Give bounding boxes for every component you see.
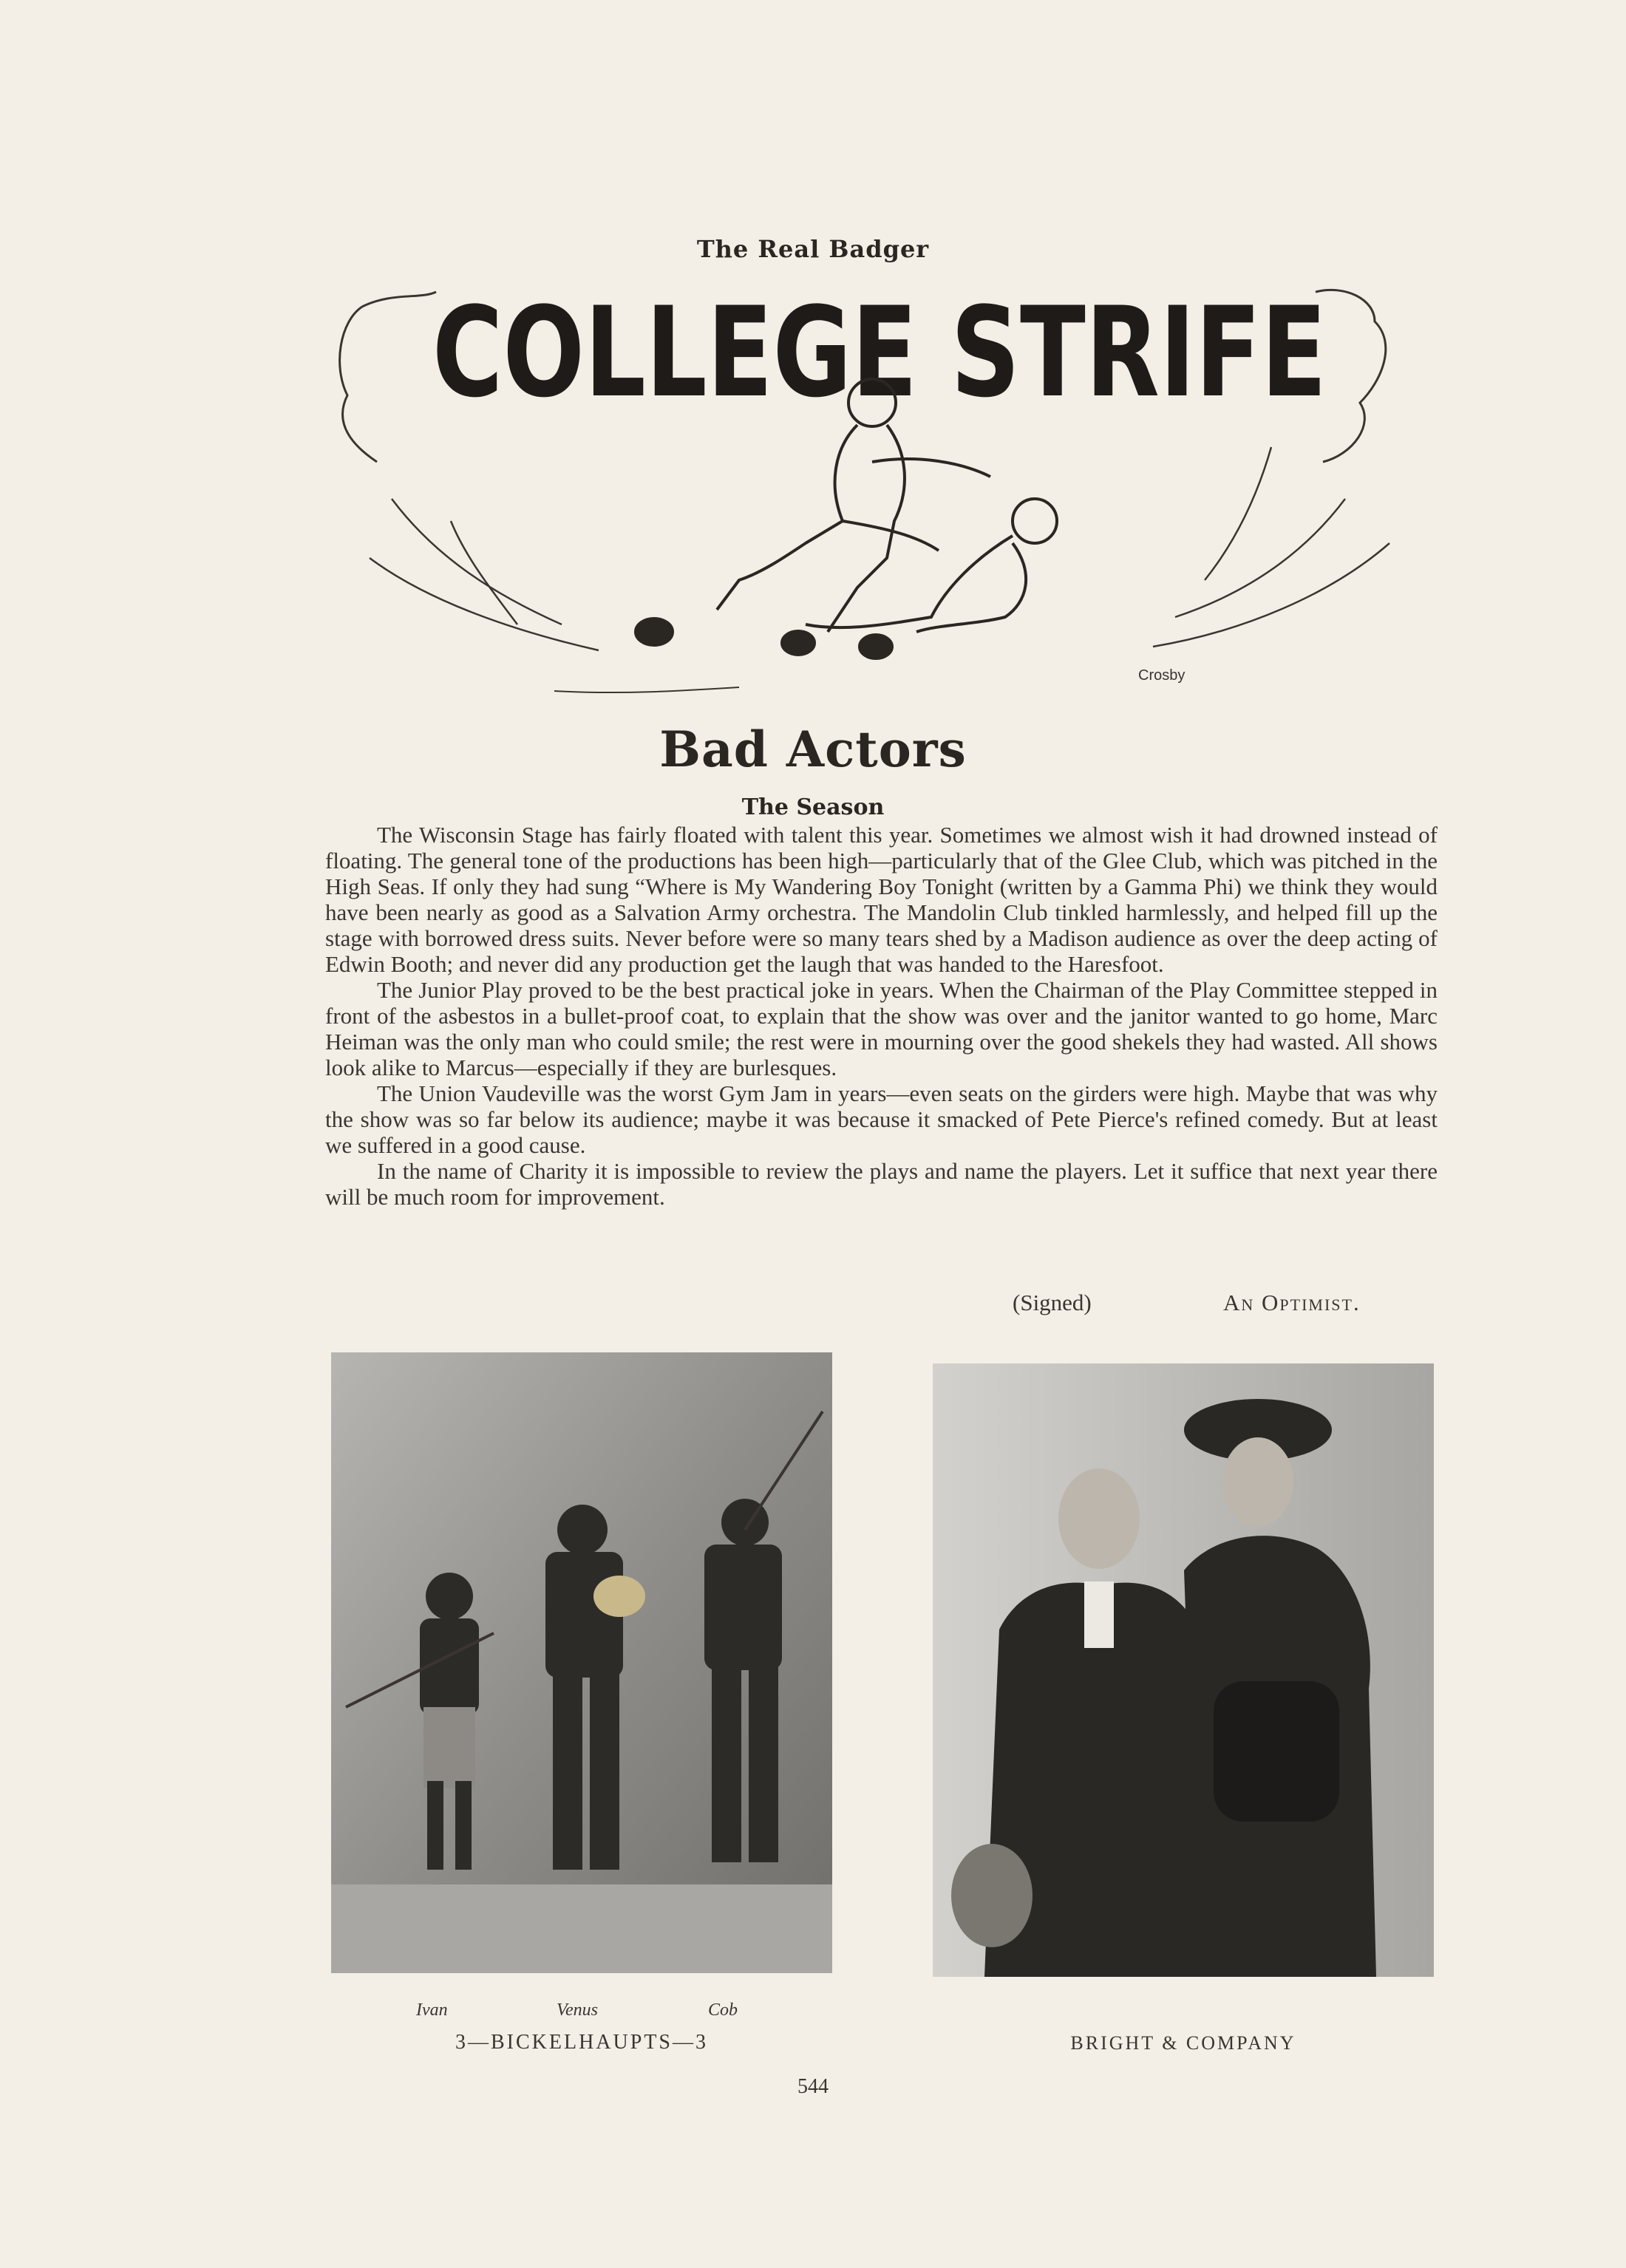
bickelhaupts-photo	[331, 1352, 832, 1973]
article-body	[325, 822, 1438, 1210]
paragraph: The Junior Play proved to be the best practical joke in years. When the Chairman of the Play Committee stepped in front of the asbestos in a bullet-proof coat, to explain that the show was over and the janitor wanted to go home, Marc Heiman was the only man who could smile; the rest were in mourning over the good shekels they had wasted. All shows look alike to Marcus—especially if they are burlesques.	[325, 977, 1438, 1080]
page-number: 544	[797, 2075, 829, 2098]
signed-label: (Signed)	[1013, 1290, 1092, 1315]
name-ivan: Ivan	[416, 2000, 448, 2020]
artist-signature: Crosby	[1138, 667, 1186, 684]
running-head: The Real Badger	[696, 235, 930, 263]
signature-name: An Optimist.	[1223, 1290, 1361, 1315]
paragraph: In the name of Charity it is impossible to review the plays and name the players. Let it suffice that next year there will be much room for improvement.	[325, 1158, 1438, 1210]
bickelhaupts-caption: 3—BICKELHAUPTS—3	[455, 2031, 708, 2054]
college-strife-illustration	[325, 277, 1434, 706]
section-title: Bad Actors	[659, 721, 967, 778]
paragraph: The Wisconsin Stage has fairly floated with talent this year. Sometimes we almost wish it had drowned instead of floating. The general tone of the productions has been high—particularly that of the Glee Club, which was pitched in the High Seas. If only they had sung “Where is My Wandering Boy Tonight (written by a Gamma Phi) we think they would have been nearly as good as a Salvation Army orchestra. The Mandolin Club tinkled harmlessly, and helped fill up the stage with borrowed dress suits. Never before were so many tears shed by a Madison audience as over the deep acting of Edwin Booth; and never did any production get the laugh that was handed to the Haresfoot.	[325, 822, 1438, 977]
paragraph: The Union Vaudeville was the worst Gym Jam in years—even seats on the girders were high. Maybe that was why the show was so far below its audience; maybe it was because it smacked of Pete Pierce's refined comedy. But at least we suffered in a good cause.	[325, 1080, 1438, 1158]
bright-company-caption: BRIGHT & COMPANY	[1070, 2032, 1296, 2054]
headline-lettering: COLLEGE STRIFE	[432, 280, 1327, 425]
name-venus: Venus	[557, 2000, 598, 2020]
bright-company-photo	[933, 1363, 1434, 1977]
section-subtitle: The Season	[741, 794, 885, 820]
name-cob: Cob	[708, 2000, 738, 2020]
